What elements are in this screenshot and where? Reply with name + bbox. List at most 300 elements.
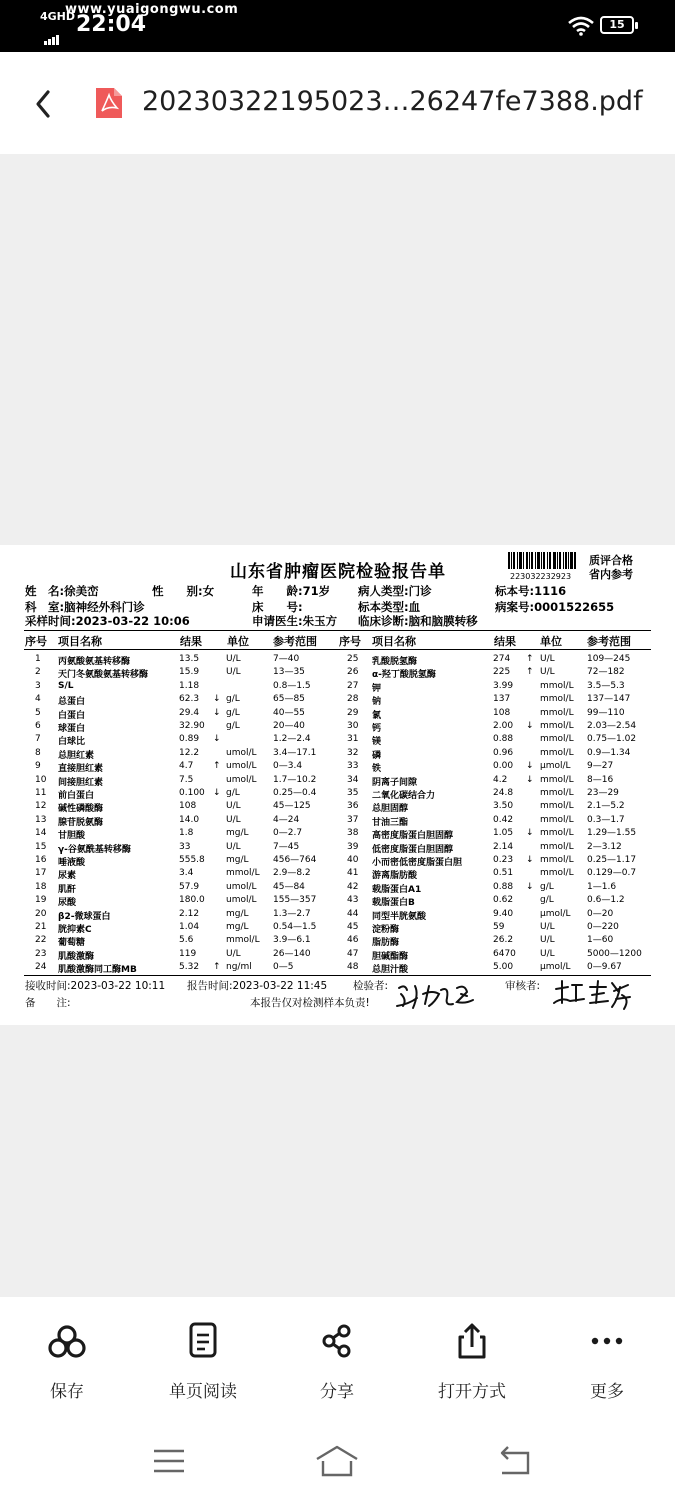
item-name: 钠 [372,697,382,708]
unit: mg/L [226,828,249,839]
unit: mmol/L [540,694,574,705]
result-value: 0.00 [493,761,514,772]
item-name: 尿酸 [58,898,77,909]
patient-field-label: 姓 名: [25,584,65,598]
reference-range: 65—85 [273,694,305,705]
reference-range: 0.129—0.7 [587,868,637,879]
open-with-label: 打开方式 [438,1382,506,1402]
item-name: 葡萄糖 [58,938,86,949]
item-name: 钙 [372,724,382,734]
item-name: 镁 [372,737,382,748]
row-number: 8 [35,747,41,758]
result-value: 2.00 [493,721,514,731]
result-value: 4.2 [493,774,508,785]
unit: U/L [226,801,241,812]
unit: g/L [540,881,554,892]
reference-range: 0.25—1.17 [587,855,637,865]
reference-range: 2—3.12 [587,841,622,852]
item-name: 天门冬氨酸氨基转移酶 [58,670,149,681]
unit: μmol/L [540,761,571,772]
reference-range: 0.8—1.5 [273,680,311,691]
row-number: 47 [347,948,359,959]
unit: μmol/L [540,962,571,973]
row-number: 19 [35,895,47,906]
result-value: 57.9 [179,881,200,892]
unit: U/L [226,814,241,825]
reference-range: 0—9.67 [587,962,622,973]
item-name: 白蛋白 [58,710,86,721]
save-rings-icon [45,1321,89,1361]
reference-range: 155—357 [273,895,317,906]
unit: ng/ml [226,962,252,973]
row-number: 13 [35,814,47,825]
patient-field-value: 血 [408,600,421,614]
patient-field [358,583,432,599]
patient-field-label: 标本类型: [358,600,409,614]
row-number: 26 [347,667,359,678]
patient-field-label: 年 龄: [252,584,303,598]
column-header: 项目名称 [372,635,416,648]
unit: mmol/L [540,680,574,691]
open-with-button[interactable] [412,1297,532,1427]
item-name: S/L [58,680,74,691]
patient-field-label: 申请医生: [252,614,303,628]
result-value: 0.88 [493,881,514,892]
result-value: 6470 [493,948,516,959]
row-number: 42 [347,881,359,892]
column-header: 结果 [494,635,516,648]
unit: U/L [226,667,241,678]
flag-arrow: ↓ [526,721,534,731]
unit: g/L [540,895,554,906]
item-name: 载脂蛋白A1 [372,884,422,895]
item-name: 球蛋白 [58,724,86,734]
row-number: 28 [347,694,359,705]
item-name: γ-谷氨酰基转移酶 [58,844,131,855]
result-value: 9.40 [493,908,514,919]
patient-field-value: 门诊 [408,584,432,598]
row-number: 3 [35,680,41,691]
disclaimer: 本报告仅对检测样本负责! [250,997,370,1009]
item-name: 胱抑素C [58,925,92,935]
document-filename: 20230322195023…26247fe7388.pdf [142,86,643,117]
unit: mmol/L [540,774,574,785]
signal-icon [44,26,60,45]
result-value: 3.4 [179,868,194,879]
unit: g/L [226,707,240,718]
result-value: 0.62 [493,895,514,906]
result-value: 0.89 [179,734,200,745]
result-value: 225 [493,667,511,678]
single-page-icon [181,1321,225,1361]
patient-field [358,613,478,629]
item-name: 游离脂肪酸 [372,871,418,882]
unit: U/L [540,654,555,664]
reviewer-label: 审核者: [505,980,541,992]
column-header: 单位 [540,635,562,648]
item-name: 二氧化碳结合力 [372,791,436,801]
reference-range: 0.6—1.2 [587,895,625,906]
reference-range: 0.54—1.5 [273,922,317,932]
flag-arrow: ↑ [213,761,221,772]
unit: umol/L [226,881,257,892]
row-number: 11 [35,788,47,798]
reference-range: 1—60 [587,935,614,946]
row-number: 30 [347,721,359,731]
item-name: 铁 [372,764,382,775]
item-name: 低密度脂蛋白胆固醇 [372,844,454,855]
result-value: 7.5 [179,774,194,785]
result-value: 33 [179,841,191,852]
result-value: 62.3 [179,694,200,705]
reference-range: 0—3.4 [273,761,303,772]
reference-range: 9—27 [587,761,614,772]
result-value: 32.90 [179,721,205,731]
receive-time: 接收时间:2023-03-22 10:11 [25,980,166,992]
flag-arrow: ↓ [526,855,534,865]
row-number: 29 [347,707,359,718]
row-number: 43 [347,895,359,906]
reference-range: 7—45 [273,841,300,852]
row-number: 22 [35,935,47,946]
reference-range: 20—40 [273,721,305,731]
share-label: 分享 [320,1382,354,1402]
item-name: 腺苷脱氨酶 [58,817,104,828]
unit: mmol/L [540,788,574,798]
unit: μmol/L [540,908,571,919]
row-number: 48 [347,962,359,973]
row-number: 31 [347,734,359,745]
reference-range: 40—55 [273,707,305,718]
item-name: 肌酐 [58,884,77,895]
item-name: 磷 [372,750,382,761]
patient-field-label: 病人类型: [358,584,409,598]
flag-arrow: ↑ [526,654,534,664]
reference-range: 0.9—1.34 [587,747,631,758]
patient-field-label: 科 室: [25,600,65,614]
row-number: 23 [35,948,47,959]
unit: mg/L [226,922,249,932]
result-value: 14.0 [179,814,200,825]
reference-range: 0.3—1.7 [587,814,625,825]
patient-field [252,613,337,629]
unit: mmol/L [540,707,574,718]
unit: umol/L [226,747,257,758]
patient-field-value: 1116 [534,584,567,598]
home-icon[interactable] [313,1443,361,1479]
column-header: 单位 [227,635,249,648]
flag-arrow: ↑ [213,962,221,973]
share-button[interactable] [277,1297,397,1427]
flag-arrow: ↓ [213,734,221,745]
row-number: 14 [35,828,47,839]
patient-field [152,583,214,599]
bottom-toolbar [0,1297,675,1427]
unit: mmol/L [540,855,574,865]
reference-range: 99—110 [587,707,625,718]
share-icon [315,1321,359,1361]
row-number: 20 [35,908,47,919]
flag-arrow: ↓ [526,828,534,839]
pdf-page[interactable] [0,545,675,1025]
result-value: 5.00 [493,962,514,973]
result-value: 15.9 [179,667,200,678]
row-number: 44 [347,908,359,919]
row-number: 2 [35,667,41,678]
save-label: 保存 [50,1382,84,1402]
row-number: 36 [347,801,359,812]
unit: U/L [540,935,555,946]
row-number: 17 [35,868,47,879]
report-time: 报告时间:2023-03-22 11:45 [187,980,328,992]
single-page-read-button[interactable] [143,1297,263,1427]
status-bar [0,0,675,52]
patient-field-label: 临床诊断: [358,614,409,628]
item-name: 淀粉酶 [372,925,400,935]
system-nav-bar [0,1427,675,1500]
more-button[interactable] [547,1297,667,1427]
result-value: 108 [493,707,511,718]
reference-range: 8—16 [587,774,614,785]
reference-range: 7—40 [273,654,300,664]
unit: U/L [226,948,241,959]
row-number: 34 [347,774,359,785]
reference-range: 4—24 [273,814,300,825]
result-value: 1.8 [179,828,194,839]
item-name: 脂肪酶 [372,938,400,949]
row-number: 25 [347,654,359,664]
reviewer-signature [552,977,634,1011]
patient-field-value: 女 [202,584,215,598]
row-number: 33 [347,761,359,772]
unit: U/L [226,654,241,664]
unit: mmol/L [540,721,574,731]
reference-range: 456—764 [273,855,317,865]
row-number: 5 [35,707,41,718]
column-header: 项目名称 [58,635,102,648]
result-value: 180.0 [179,895,205,906]
unit: mmol/L [540,868,574,879]
row-number: 45 [347,922,359,932]
unit: g/L [226,721,240,731]
unit: umol/L [226,761,257,772]
patient-field-value: 0001522655 [534,600,615,614]
result-value: 0.100 [179,788,205,798]
unit: mmol/L [540,841,574,852]
result-value: 3.50 [493,801,514,812]
reference-range: 0—2.7 [273,828,303,839]
barcode-number: 223032232923 [510,572,572,581]
reference-range: 13—35 [273,667,305,678]
result-value: 1.05 [493,828,514,839]
patient-field [495,599,614,615]
item-name: 总胆固醇 [372,804,409,815]
result-value: 13.5 [179,654,200,664]
unit: g/L [226,694,240,705]
result-value: 274 [493,654,511,664]
unit: umol/L [226,895,257,906]
reference-range: 109—245 [587,654,631,664]
back-icon[interactable] [494,1443,534,1479]
row-number: 38 [347,828,359,839]
row-number: 37 [347,814,359,825]
column-header: 参考范围 [587,635,631,648]
reference-range: 1.7—10.2 [273,774,317,785]
patient-field [495,583,566,599]
result-value: 0.88 [493,734,514,745]
flag-arrow: ↓ [213,788,221,798]
item-name: 丙氨酸氨基转移酶 [58,657,131,667]
result-value: 5.6 [179,935,194,946]
result-value: 29.4 [179,707,200,718]
patient-field-label: 床 号: [252,600,303,614]
result-value: 2.14 [493,841,514,852]
item-name: β2-微球蛋白 [58,911,111,922]
report-title: 山东省肿瘤医院检验报告单 [230,562,446,582]
unit: mmol/L [540,734,574,745]
item-name: 同型半胱氨酸 [372,911,427,922]
item-name: 直接胆红素 [58,764,104,775]
result-value: 2.12 [179,908,200,919]
tester-signature [395,980,477,1010]
remarks-label: 备 注: [25,997,71,1009]
row-number: 1 [35,654,41,664]
watermark-text: www.yuaigongwu.com [65,2,239,17]
unit: mmol/L [226,935,260,946]
row-number: 16 [35,855,47,865]
unit: mg/L [226,855,249,865]
patient-field-value: 朱玉方 [302,614,338,628]
result-value: 12.2 [179,747,200,758]
item-name: 阴离子间隙 [372,777,418,788]
reference-range: 1.29—1.55 [587,828,637,839]
column-header: 序号 [339,635,361,648]
row-number: 35 [347,788,359,798]
row-number: 6 [35,721,41,731]
row-number: 32 [347,747,359,758]
column-header: 参考范围 [273,635,317,648]
unit: mmol/L [540,828,574,839]
reference-range: 5000—1200 [587,948,642,959]
reference-range: 0.75—1.02 [587,734,637,745]
patient-field-label: 采样时间: [25,614,76,628]
reference-range: 0—20 [587,908,614,919]
reference-range: 1—1.6 [587,881,617,892]
reference-range: 3.5—5.3 [587,680,625,691]
unit: mmol/L [540,801,574,812]
patient-field-label: 性 别: [152,584,203,598]
patient-field-value: 脑和脑膜转移 [408,614,478,628]
item-name: 总胆汁酸 [372,965,409,976]
item-name: 氯 [372,710,382,721]
reference-range: 3.4—17.1 [273,747,317,758]
unit: umol/L [226,774,257,785]
reference-range: 23—29 [587,788,619,798]
row-number: 27 [347,680,359,691]
row-number: 7 [35,734,41,745]
row-number: 39 [347,841,359,852]
unit: U/L [540,948,555,959]
reference-range: 45—84 [273,881,305,892]
row-number: 41 [347,868,359,879]
patient-field-label: 病案号: [495,600,535,614]
result-value: 0.23 [493,855,514,865]
row-number: 40 [347,855,359,865]
item-name: 甘胆酸 [58,831,86,842]
row-number: 46 [347,935,359,946]
flag-arrow: ↑ [526,667,534,678]
item-name: 碱性磷酸酶 [58,804,104,815]
item-name: 前白蛋白 [58,791,95,801]
pdf-file-icon [94,86,124,124]
reference-range: 72—182 [587,667,625,678]
result-value: 119 [179,948,197,959]
wifi-icon [568,16,594,36]
result-value: 0.96 [493,747,514,758]
unit: mg/L [226,908,249,919]
patient-field-value: 2023-03-22 10:06 [75,614,190,628]
item-name: 高密度脂蛋白胆固醇 [372,831,454,842]
patient-field-value: 脑神经外科门诊 [64,600,145,614]
row-number: 21 [35,922,47,932]
reference-range: 2.03—2.54 [587,721,637,731]
item-name: 总蛋白 [58,697,86,708]
row-number: 24 [35,962,47,973]
unit: mmol/L [540,747,574,758]
reference-range: 137—147 [587,694,631,705]
reference-range: 3.9—6.1 [273,935,311,946]
unit: U/L [540,922,555,932]
result-value: 59 [493,922,505,932]
item-name: 甘油三酯 [372,817,409,828]
result-value: 26.2 [493,935,514,946]
open-with-icon [450,1321,494,1361]
more-label: 更多 [590,1382,624,1402]
column-header: 序号 [25,635,47,648]
patient-field [25,613,190,629]
unit: mmol/L [540,814,574,825]
result-value: 0.51 [493,868,514,879]
result-value: 3.99 [493,680,514,691]
save-button[interactable] [7,1297,127,1427]
row-number: 10 [35,774,47,785]
single-page-label: 单页阅读 [169,1382,237,1402]
result-value: 4.7 [179,761,194,772]
row-number: 15 [35,841,47,852]
flag-arrow: ↓ [526,761,534,772]
row-number: 9 [35,761,41,772]
flag-arrow: ↓ [213,694,221,705]
battery-icon: 15 [600,16,634,34]
patient-field-label: 标本号: [495,584,535,598]
menu-icon[interactable] [150,1443,188,1479]
quality-badge: 质评合格 [589,554,633,567]
item-name: 唾液酸 [58,858,86,868]
row-number: 18 [35,881,47,892]
reference-range: 1.2—2.4 [273,734,311,745]
barcode [508,552,576,569]
back-arrow-icon[interactable] [28,84,62,124]
result-value: 24.8 [493,788,514,798]
flag-arrow: ↓ [213,707,221,718]
patient-field [25,583,99,599]
item-name: 肌酸激酶同工酶MB [58,965,137,976]
patient-field-value: 71岁 [302,584,331,598]
item-name: 小而密低密度脂蛋白胆 [372,858,463,868]
title-bar [0,52,675,154]
unit: U/L [226,841,241,852]
result-value: 555.8 [179,855,205,865]
